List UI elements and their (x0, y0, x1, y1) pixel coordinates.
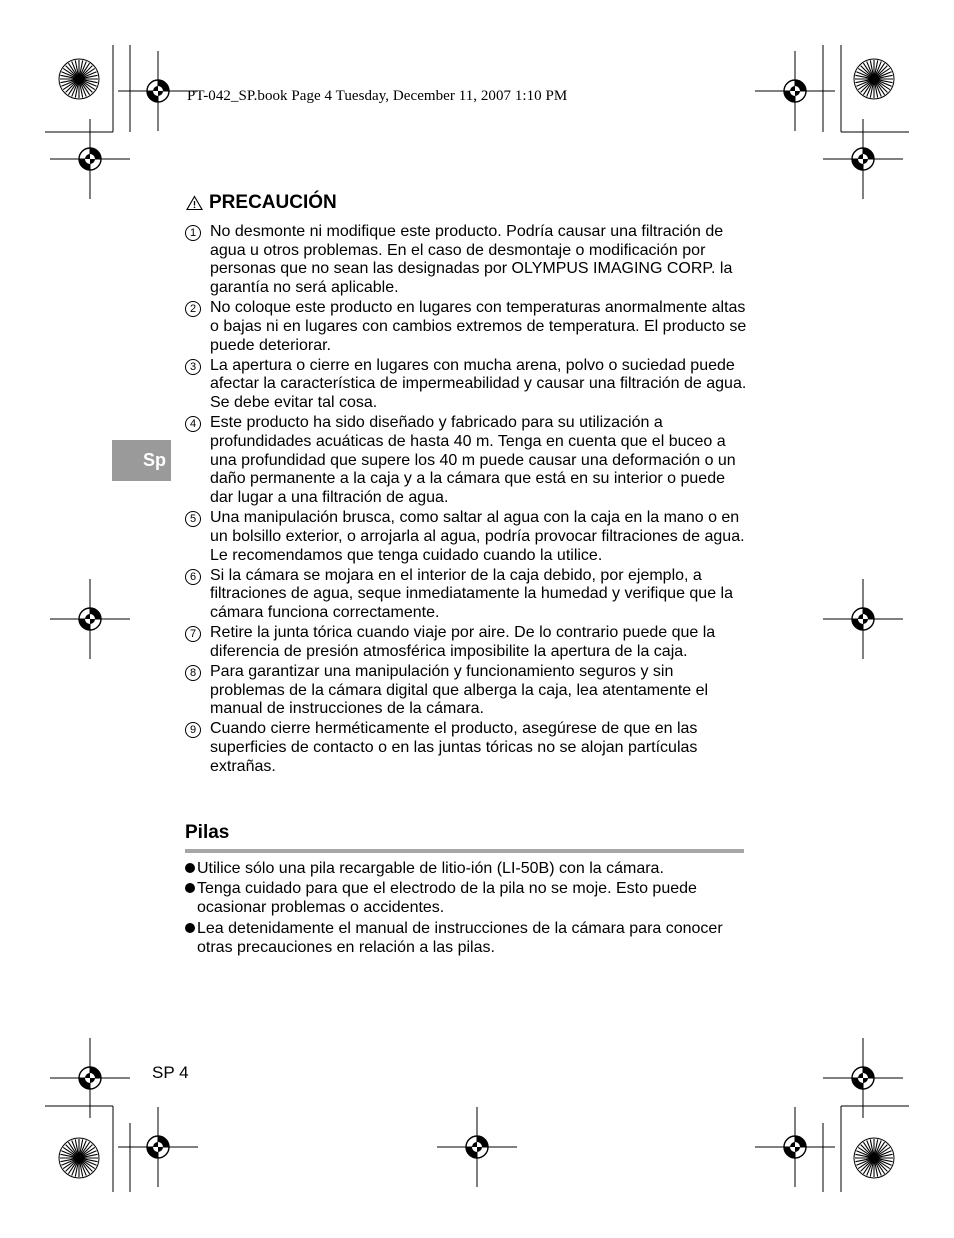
list-item (185, 223, 747, 298)
list-item-text: La apertura o cierre en lugares con mucha arena, polvo o suciedad puede afectar la característica de impermeabilidad y causar una filtración de agua. Se debe evitar tal cosa. (210, 356, 747, 412)
section-divider (185, 849, 744, 853)
registration-mark (50, 579, 130, 659)
print-header: PT-042_SP.book Page 4 Tuesday, December 11, 2007 1:10 PM (187, 88, 568, 104)
bullet-icon (185, 879, 197, 917)
circled-number: 4 (185, 416, 201, 432)
circled-number: 3 (185, 359, 201, 375)
list-item-text: Cuando cierre herméticamente el producto, asegúrese de que en las superficies de contacto o en las juntas tóricas no se alojan partículas extrañas. (210, 720, 698, 775)
warning-triangle-icon (186, 195, 203, 211)
list-item (185, 663, 747, 719)
registration-mark (823, 119, 903, 199)
list-item-text: No desmonte ni modifique este producto. Podría causar una filtración de agua u otros problemas. En el caso de desmontaje o modificación por personas que no sean las designadas por OLYMPUS IMAGING CORP. la garantía no será aplicable. (210, 223, 733, 297)
list-item (185, 299, 747, 355)
list-item (185, 624, 747, 661)
batteries-list (185, 859, 747, 958)
list-item (185, 357, 747, 413)
list-item (185, 720, 747, 776)
circled-number: 7 (185, 626, 201, 642)
starburst-top-right (854, 59, 894, 99)
list-item (185, 879, 747, 917)
list-item-text: Tenga cuidado para que el electrodo de la pila no se moje. Esto puede ocasionar problemas o accidentes. (197, 880, 697, 917)
list-item-text: Utilice sólo una pila recargable de litio-ión (LI-50B) con la cámara. (197, 860, 664, 877)
list-item (185, 919, 747, 957)
language-tab: Sp (112, 440, 171, 481)
starburst-top-left (59, 59, 99, 99)
caution-list (185, 223, 747, 778)
list-item-text: Este producto ha sido diseñado y fabricado para su utilización a profundidades acuáticas de hasta 40 m. Tenga en cuenta que el buceo a una profundidad que supere los 40 m puede causar una deformación o un daño permanente a la caja y a la cámara que está en su interior o puede dar lugar a una filtración de agua. (210, 414, 736, 507)
registration-mark (437, 1107, 517, 1187)
list-item-text: Lea detenidamente el manual de instrucciones de la cámara para conocer otras precauciones en relación a las pilas. (197, 919, 723, 956)
list-item-text: Para garantizar una manipulación y funcionamiento seguros y sin problemas de la cámara digital que alberga la caja, lea atentamente el manual de instrucciones de la cámara. (210, 662, 709, 718)
starburst-bottom-left (59, 1138, 99, 1178)
list-item (185, 859, 747, 878)
list-item (185, 567, 747, 623)
list-item-text: Retire la junta tórica cuando viaje por aire. De lo contrario puede que la diferencia de presión atmosférica imposibilite la apertura de la caja. (210, 624, 716, 660)
starburst-bottom-right (854, 1138, 894, 1178)
circled-number: 8 (185, 665, 201, 681)
bullet-icon (185, 919, 197, 957)
circled-number: 9 (185, 722, 201, 738)
registration-mark (50, 119, 130, 199)
list-item (185, 509, 747, 565)
circled-number: 5 (185, 511, 201, 527)
circled-number: 6 (185, 569, 201, 585)
caution-title: PRECAUCIÓN (209, 192, 337, 213)
batteries-heading: Pilas (185, 822, 230, 843)
circled-number: 1 (185, 225, 201, 241)
bullet-icon (185, 859, 197, 878)
caution-heading (186, 192, 337, 214)
list-item (185, 414, 747, 508)
circled-number: 2 (185, 301, 201, 317)
list-item-text: Si la cámara se mojara en el interior de la caja debido, por ejemplo, a filtraciones de agua, seque inmediatamente la humedad y verifique que la cámara funciona correctamente. (210, 566, 733, 622)
list-item-text: No coloque este producto en lugares con temperaturas anormalmente altas o bajas ni en lugares con cambios extremos de temperatura. El producto se puede deteriorar. (210, 299, 747, 354)
list-item-text: Una manipulación brusca, como saltar al agua con la caja en la mano o en un bolsillo exterior, o arrojarla al agua, podría provocar filtraciones de agua. Le recomendamos que tenga cuidado cuando la utilice. (210, 509, 745, 564)
page-number: SP 4 (152, 1063, 189, 1082)
registration-mark (823, 579, 903, 659)
